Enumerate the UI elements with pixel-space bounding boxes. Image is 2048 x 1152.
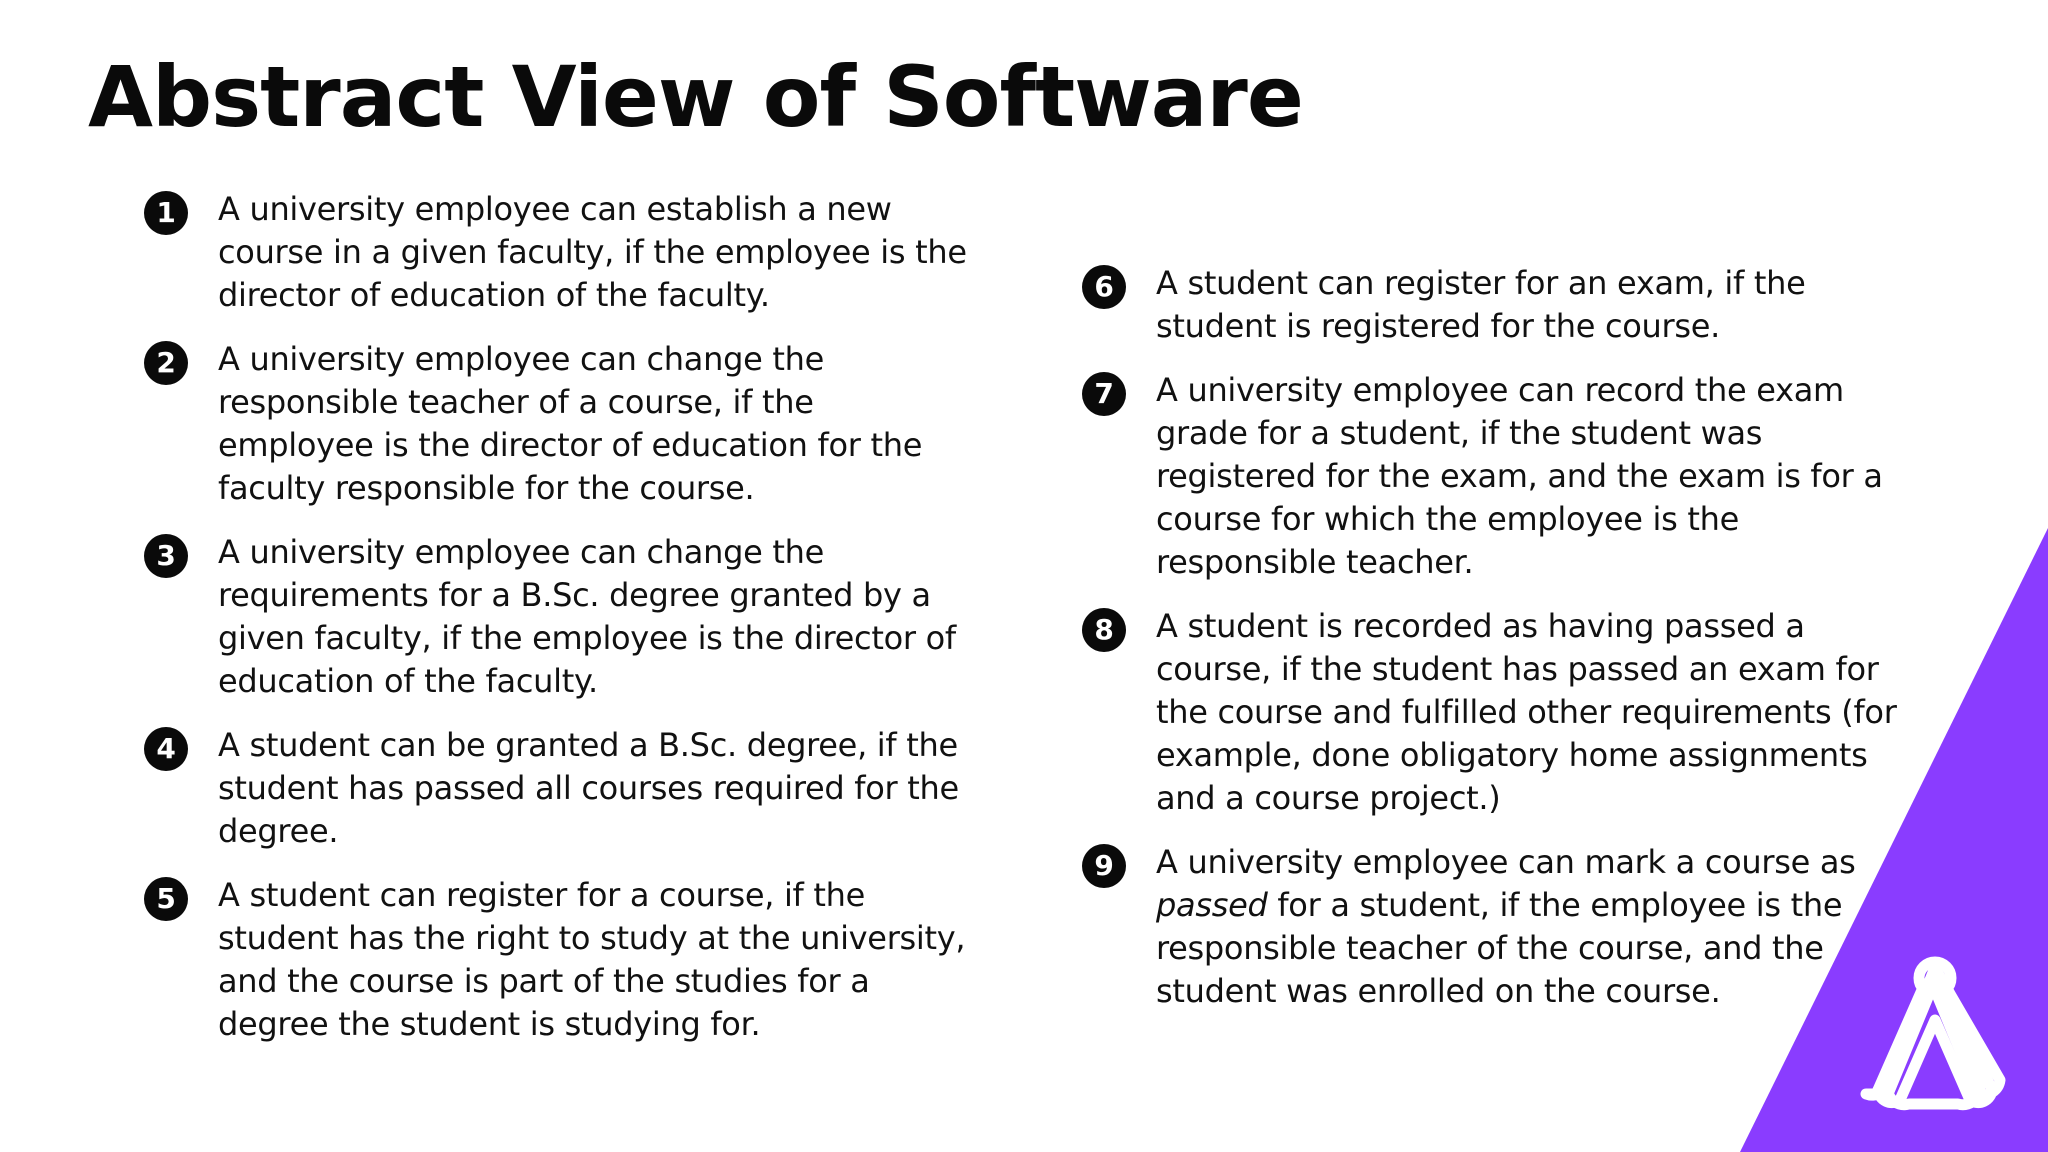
list-item <box>140 531 970 703</box>
list-item-text: A student can register for a course, if the student has the right to study at the university, and the course is part of the studies for a degree the student is studying for. <box>218 876 966 1043</box>
list-item-text: A student is recorded as having passed a course, if the student has passed an exam for the course and fulfilled other requirements (for example, done obligatory home assignments and a course project.) <box>1156 607 1897 817</box>
number-badge: 4 <box>144 727 188 771</box>
list-item <box>140 188 970 317</box>
list-item-text: A university employee can change the requirements for a B.Sc. degree granted by a given faculty, if the employee is the director of education of the faculty. <box>218 533 956 700</box>
list-item-text <box>1156 841 1908 1013</box>
list-item-text: A student can be granted a B.Sc. degree, if the student has passed all courses required for the degree. <box>218 726 959 850</box>
number-badge: 9 <box>1082 844 1126 888</box>
number-badge: 8 <box>1082 608 1126 652</box>
list-item-text: A university employee can record the exam grade for a student, if the student was registered for the exam, and the exam is for a course for which the employee is the responsible teacher. <box>1156 371 1883 581</box>
number-badge: 7 <box>1082 372 1126 416</box>
list-item <box>1078 841 1908 1013</box>
requirements-column-left <box>140 188 970 1067</box>
number-badge: 2 <box>144 341 188 385</box>
list-item-text-after: for a student, if the employee is the responsible teacher of the course, and the student was enrolled on the course. <box>1156 886 1843 1010</box>
requirements-column-right <box>1078 262 1908 1034</box>
list-item <box>140 724 970 853</box>
number-badge: 5 <box>144 877 188 921</box>
number-badge: 6 <box>1082 265 1126 309</box>
list-item-text: A university employee can change the responsible teacher of a course, if the employee is the director of education for the faculty responsible for the course. <box>218 340 923 507</box>
list-item-text-before: A university employee can mark a course as <box>1156 843 1856 881</box>
number-badge: 1 <box>144 191 188 235</box>
page-title: Abstract View of Software <box>88 48 1303 146</box>
list-item <box>140 874 970 1046</box>
list-item <box>1078 262 1908 348</box>
list-item-text: A student can register for an exam, if the student is registered for the course. <box>1156 264 1806 345</box>
list-item <box>1078 605 1908 820</box>
list-item <box>1078 369 1908 584</box>
number-badge: 3 <box>144 534 188 578</box>
emphasis-text: passed <box>1156 886 1268 924</box>
list-item-text: A university employee can establish a new course in a given faculty, if the employee is the director of education of the faculty. <box>218 190 967 314</box>
list-item <box>140 338 970 510</box>
